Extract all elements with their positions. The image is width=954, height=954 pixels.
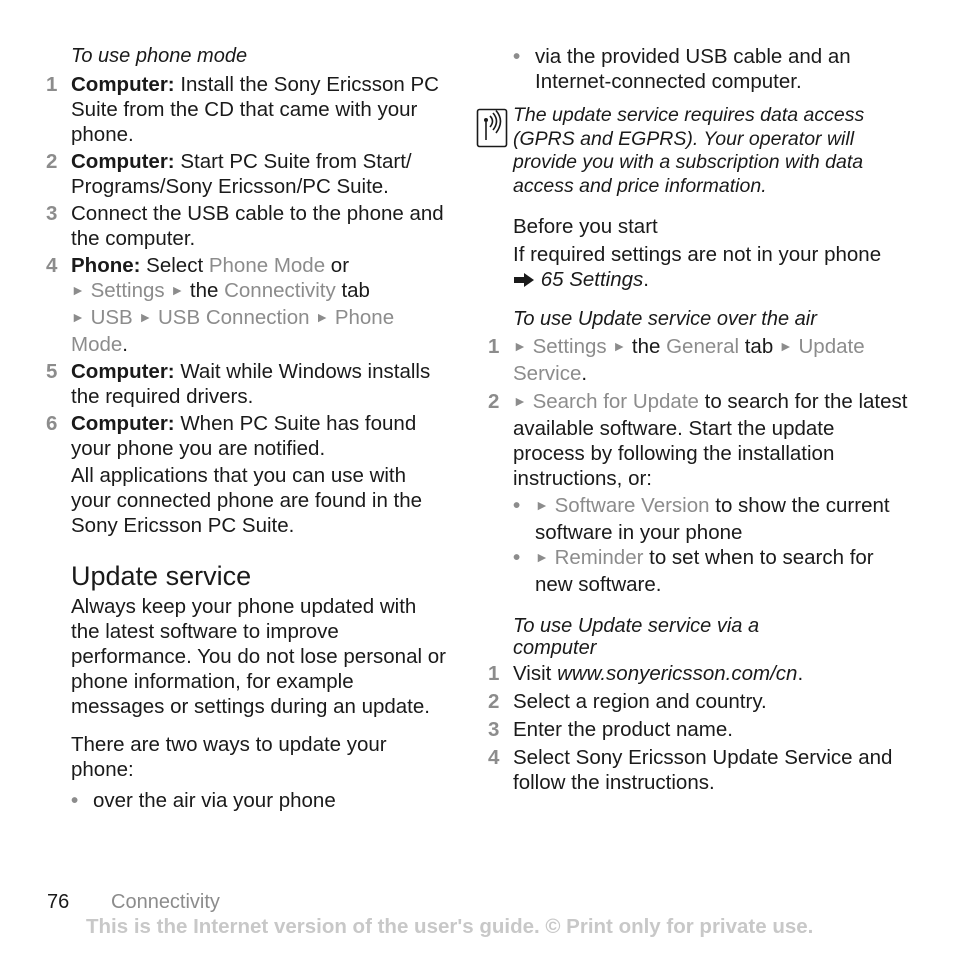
pc-step-4: 4 Select Sony Ericsson Update Service and follow the instructions.: [488, 746, 893, 794]
phone-mode-heading: To use phone mode: [71, 45, 248, 67]
page-reference-link[interactable]: 65 Settings: [540, 268, 644, 291]
footer-section-name: Connectivity: [111, 891, 220, 913]
left-column: [46, 44, 450, 813]
menu-item-phone-mode: Phone Mode: [208, 254, 326, 277]
over-the-air-heading: To use Update service over the air: [513, 308, 817, 330]
pc-suite-note: All applications that you can use with your connected phone are found in the Sony Ericsson PC Suite.: [71, 464, 423, 537]
menu-item-phone-mode-2: Phone Mode: [71, 306, 395, 356]
menu-item-reminder: Reminder: [554, 546, 644, 569]
phone-mode-step-5: 5 Computer: Wait while Windows installs the required drivers.: [46, 360, 431, 408]
before-start-text: If required settings are not in your phone 65 Settings.: [513, 243, 882, 291]
bullet-icon: •: [71, 789, 79, 812]
pc-step-1: 1 Visit www.sonyericsson.com/cn.: [488, 662, 804, 685]
menu-arrow-icon: ►: [315, 309, 330, 325]
menu-item-connectivity: Connectivity: [224, 279, 336, 302]
menu-arrow-icon: ►: [513, 393, 527, 409]
menu-item-settings: Settings: [532, 335, 607, 358]
menu-item-settings: Settings: [90, 279, 165, 302]
before-start-title: Before you start: [513, 215, 658, 238]
right-column: [488, 44, 908, 795]
via-computer-heading: To use Update service via a computer: [513, 615, 760, 659]
air-step-2: 2 ► Search for Update to search for the latest available software. Start the update process by following the installation instructions, or:: [488, 390, 908, 490]
menu-item-usb-connection: USB Connection: [157, 306, 310, 329]
pc-step-2: 2 Select a region and country.: [488, 690, 767, 713]
menu-arrow-icon: ►: [71, 309, 85, 325]
two-ways-text: There are two ways to update your phone:: [71, 733, 387, 781]
menu-item-usb: USB: [90, 306, 133, 329]
menu-arrow-icon: ►: [138, 309, 153, 325]
bullet-usb-cable: • via the provided USB cable and an Internet-connected computer.: [513, 45, 851, 93]
menu-arrow-icon: ►: [513, 338, 527, 354]
note-box: [488, 104, 908, 198]
page-number: 76: [47, 891, 70, 913]
section-title: Update service: [71, 561, 252, 591]
menu-item-update-service: Update Service: [513, 335, 865, 385]
menu-arrow-icon: ►: [612, 338, 627, 354]
phone-mode-step-1: 1 Computer: Install the Sony Ericsson PC Suite from the CD that came with your phone.: [46, 73, 439, 146]
menu-item-search-for-update: Search for Update: [532, 390, 699, 413]
sub-bullet-reminder: • ► Reminder to set when to search for new software.: [513, 546, 874, 596]
bullet-over-the-air: • over the air via your phone: [71, 789, 336, 812]
phone-mode-step-6: 6 Computer: When PC Suite has found your phone you are notified.: [46, 412, 417, 460]
phone-mode-step-2: 2 Computer: Start PC Suite from Start/ Programs/Sony Ericsson/PC Suite.: [46, 150, 412, 198]
arrow-right-icon: [513, 268, 535, 282]
menu-arrow-icon: ►: [535, 549, 549, 565]
menu-arrow-icon: ►: [71, 282, 85, 298]
menu-arrow-icon: ►: [778, 338, 793, 354]
sub-bullet-software-version: • ► Software Version to show the current software in your phone: [513, 494, 890, 544]
bullet-icon: •: [513, 546, 521, 569]
phone-mode-step-4: 4 Phone: Select Phone Mode or ► Settings ► the Connectivity tab ► USB ► USB Connection ► Phone Mode.: [46, 254, 395, 356]
update-intro: Always keep your phone updated with the latest software to improve performance. You do not lose personal or phone information, for example messages or settings during an update.: [71, 595, 446, 718]
air-step-1: 1 ► Settings ► the General tab ► Update Service.: [488, 335, 865, 385]
pc-step-3: 3 Enter the product name.: [488, 718, 733, 741]
footer-notice: This is the Internet version of the user's guide. © Print only for private use.: [86, 915, 814, 938]
website-link[interactable]: www.sonyericsson.com/cn: [557, 662, 798, 685]
menu-arrow-icon: ►: [170, 282, 185, 298]
menu-item-software-version: Software Version: [554, 494, 710, 517]
menu-item-general: General: [666, 335, 740, 358]
phone-mode-step-3: 3 Connect the USB cable to the phone and the computer.: [46, 202, 444, 250]
bullet-icon: •: [513, 45, 521, 68]
menu-arrow-icon: ►: [535, 497, 549, 513]
bullet-icon: •: [513, 494, 521, 517]
data-access-note: The update service requires data access (GPRS and EGPRS). Your operator will provide you with a subscription with data access and price information.: [513, 104, 865, 197]
